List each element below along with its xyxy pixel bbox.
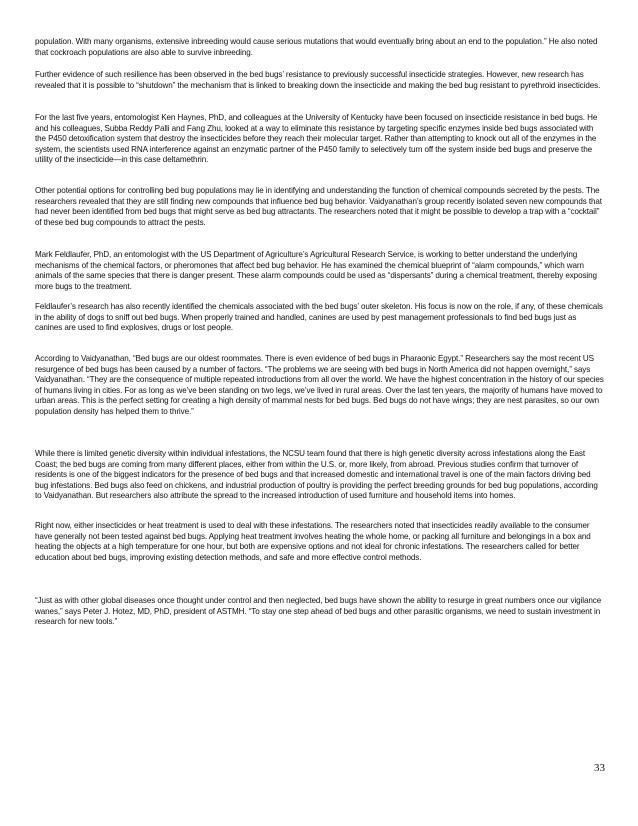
page-number: 33 — [594, 762, 605, 774]
paragraph: While there is limited genetic diversity within individual infestations, the NCSU team found that there is high genetic diversity across infestations along the East Coast; the bed bugs are coming from many different places, either from within the U.S. or, more likely, from abroad. Previous studies confirm that turnover of residents is one of the biggest indicators for the presence of bed bugs and that increased domestic and international travel is one of the main factors driving bed bug infestations. Bed bugs also feed on chickens, and industrial production of poultry is providing the perfect breeding grounds for bed bug populations, according to Vaidyanathan. But researchers also attribute the spread to the increased introduction of used furniture and household items into homes. — [35, 449, 598, 501]
paragraph: Mark Feldlaufer, PhD, an entomologist with the US Department of Agriculture’s Agricultural Research Service, is working to better understand the underlying mechanisms of the chemical factors, or pheromones that affect bed bug behavior. He has examined the chemical blueprint of “alarm compounds,” which warn animals of the same species that there is danger present. These alarm compounds could be used as “dispersants” during a chemical treatment, thereby exposing more bugs to the treatment. — [35, 250, 597, 291]
quote-paragraph: “Just as with other global diseases once thought under control and then neglected, bed bugs have shown the ability to resurge in great numbers once our vigilance wanes,” says Peter J. Hotez, MD, PhD, president of ASTMH. “To stay one step ahead of bed bugs and other parasitic organisms, we need to sustain investment in research for new tools.” — [35, 596, 602, 627]
paragraph: For the last five years, entomologist Ken Haynes, PhD, and colleagues at the University of Kentucky have been focused on insecticide resistance in bed bugs. He and his colleagues, Subba Reddy Palli and Fang Zhu, looked at a way to eliminate this resistance by targeting specific enzymes inside bed bugs associated with the P450 detoxification system that destroy the insecticides before they reach their molecular target. Rather than attempting to knock out all of the enzymes in the system, the scientists used RNA interference against an enzymatic partner of the P450 family to selectively turn off the system inside bed bugs and preserve the utility of the insecticide—in this case deltamethrin. — [35, 113, 598, 165]
paragraph: Right now, either insecticides or heat treatment is used to deal with these infestations. The researchers noted that insecticides readily available to the consumer have generally not been tested against bed bugs. Applying heat treatment involves heating the whole home, or packing all furniture and belongings in a box and heating the objects at a high temperature for one hour, but both are expensive options and not ideal for chronic infestations. The researchers called for better education about bed bugs, improving existing detection methods, and safe and more effective control methods. — [35, 521, 591, 562]
paragraph: population. With many organisms, extensive inbreeding would cause serious mutations that would eventually bring about an end to the population.” He also noted that cockroach populations are also able to survive inbreeding. — [35, 37, 598, 57]
paragraph: Feldlaufer’s research has also recently identified the chemicals associated with the bed bugs’ outer skeleton. His focus is now on the role, if any, of these chemicals in the ability of dogs to sniff out bed bugs. When properly trained and handled, canines are used by pest management professionals to find bed bugs just as canines are used to find explosives, drugs or lost people. — [35, 302, 603, 333]
paragraph: Further evidence of such resilience has been observed in the bed bugs’ resistance to previously successful insecticide strategies. However, new research has revealed that it is possible to “shutdown” the mechanism that is linked to breaking down the insecticide and making the bed bug resistant to pyrethroid insecticides. — [35, 70, 601, 90]
paragraph: Other potential options for controlling bed bug populations may lie in identifying and understanding the function of chemical compounds secreted by the pests. The researchers revealed that they are still finding new compounds that influence bed bug behavior. Vaidyanathan’s group recently isolated seven new compounds that had never been identified from bed bugs that might serve as bed bug attractants. The researchers noted that it might be possible to develop a trap with a “cocktail” of these bed bug compounds to attract the pests. — [35, 186, 602, 227]
paragraph: According to Vaidyanathan, “Bed bugs are our oldest roommates. There is even evidence of bed bugs in Pharaonic Egypt.” Researchers say the most recent US resurgence of bed bugs has been caused by a number of factors. “The problems we are seeing with bed bugs in North America did not happen overnight,” says Vaidyanathan. “They are the consequence of multiple repeated introductions from all over the world. We have the highest concentration in the history of our species of humans living in cities. For as long as we’ve been standing on two legs, we’ve lived in rural areas. Over the last ten years, the majority of humans have moved to urban areas. This is the perfect setting for creating a high density of mammal nests for bed bugs. Bed bugs do not have wings; they are nest parasites, so our own population density has helped them to thrive.” — [35, 354, 604, 416]
